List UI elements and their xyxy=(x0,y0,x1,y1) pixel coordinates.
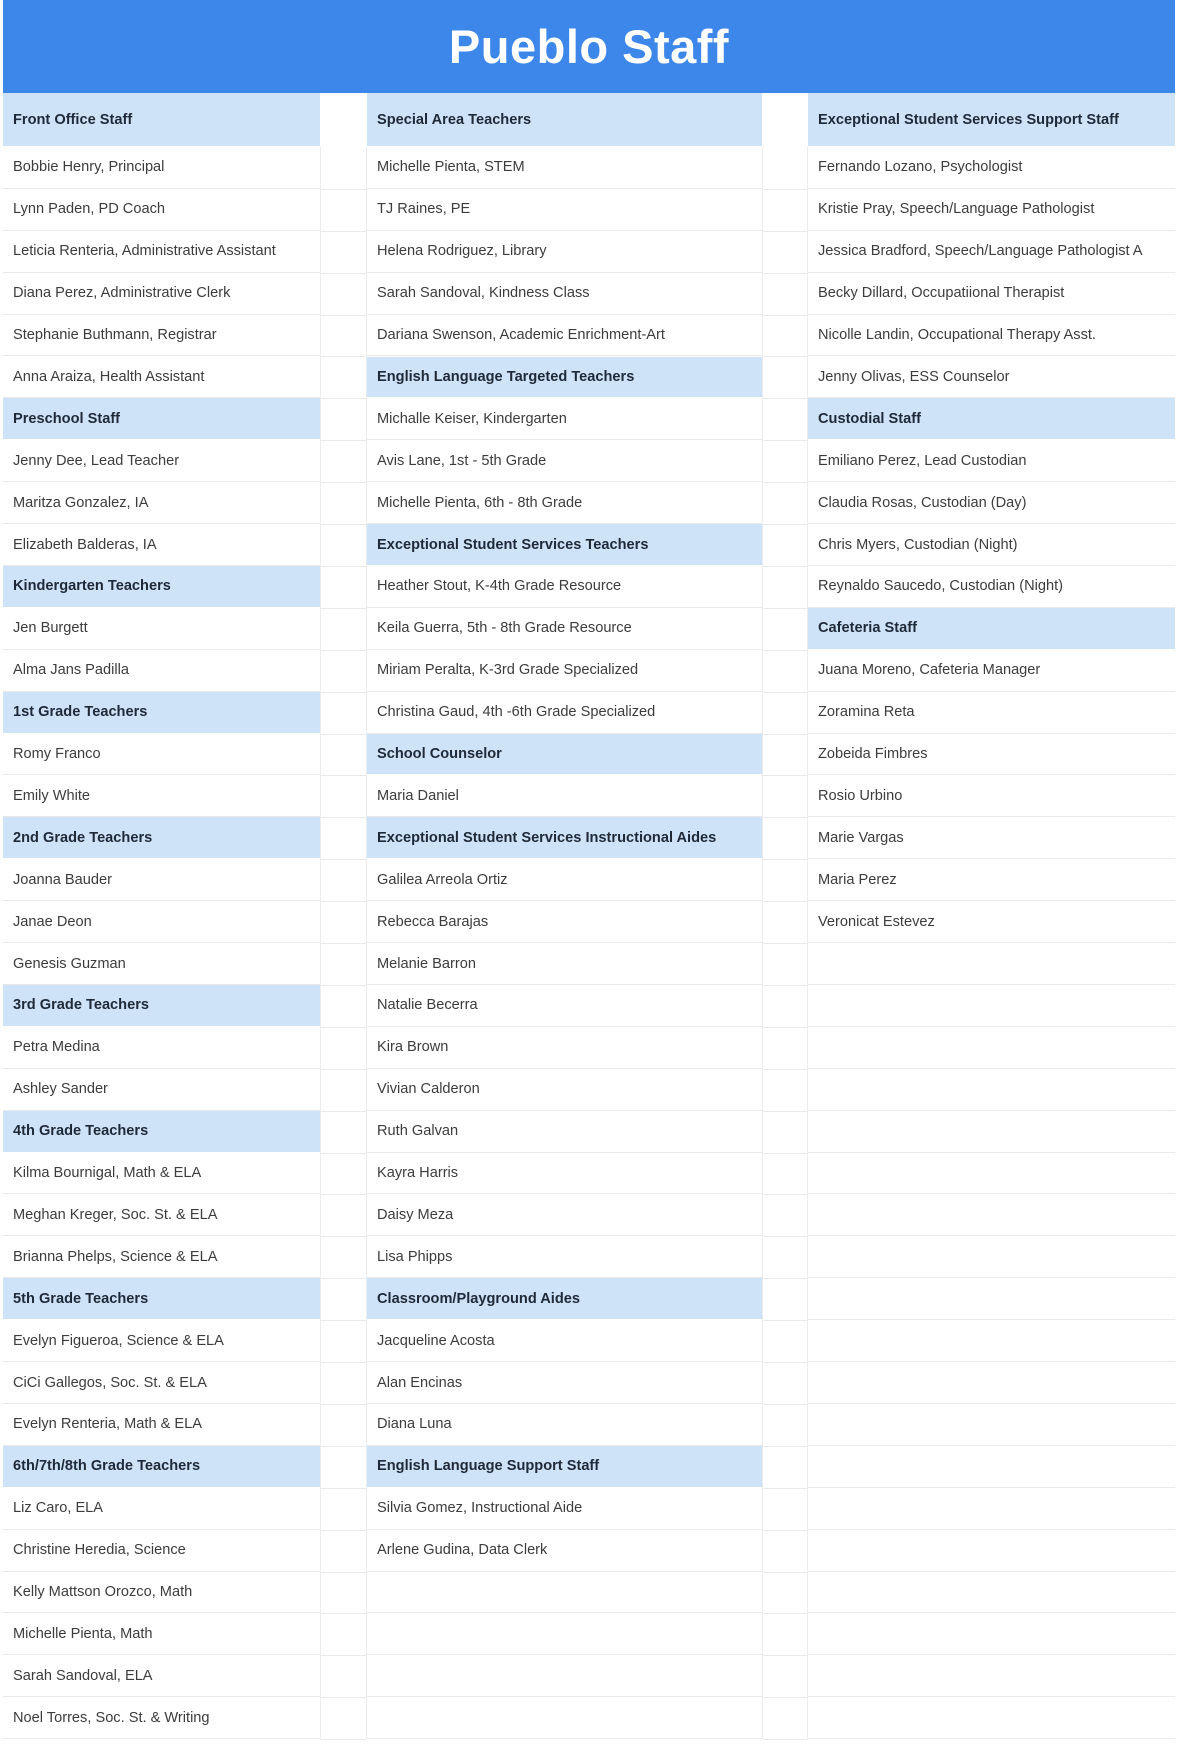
section-header: School Counselor xyxy=(367,734,762,776)
section-header: Exceptional Student Services Teachers xyxy=(367,524,762,566)
spacer-row xyxy=(321,482,366,525)
staff-row: Avis Lane, 1st - 5th Grade xyxy=(367,440,762,482)
staff-row: Maritza Gonzalez, IA xyxy=(3,482,320,524)
spacer-row xyxy=(321,315,366,358)
staff-row xyxy=(808,1362,1175,1404)
section-header: English Language Support Staff xyxy=(367,1446,762,1488)
staff-row: Becky Dillard, Occupatiional Therapist xyxy=(808,273,1175,315)
spacer-row xyxy=(321,1362,366,1405)
spacer-row xyxy=(321,1488,366,1531)
staff-row: Michelle Pienta, STEM xyxy=(367,147,762,189)
section-header: Cafeteria Staff xyxy=(808,608,1175,650)
staff-row xyxy=(808,1069,1175,1111)
staff-row: Alma Jans Padilla xyxy=(3,650,320,692)
staff-row: Chris Myers, Custodian (Night) xyxy=(808,524,1175,566)
staff-row: Miriam Peralta, K-3rd Grade Specialized xyxy=(367,650,762,692)
spacer-row xyxy=(321,1446,366,1489)
spacer-row xyxy=(321,1655,366,1698)
spacer-row xyxy=(763,1111,807,1154)
staff-row xyxy=(808,1153,1175,1195)
staff-row: Meghan Kreger, Soc. St. & ELA xyxy=(3,1195,320,1237)
staff-row: Kristie Pray, Speech/Language Pathologist xyxy=(808,189,1175,231)
staff-row: Michalle Keiser, Kindergarten xyxy=(367,398,762,440)
staff-row xyxy=(808,1111,1175,1153)
staff-row: TJ Raines, PE xyxy=(367,189,762,231)
section-header: Kindergarten Teachers xyxy=(3,566,320,608)
staff-row xyxy=(808,1572,1175,1614)
section-header: 2nd Grade Teachers xyxy=(3,817,320,859)
staff-row: Maria Perez xyxy=(808,859,1175,901)
spacer-row xyxy=(763,1572,807,1615)
staff-row: Genesis Guzman xyxy=(3,943,320,985)
staff-row: Galilea Arreola Ortiz xyxy=(367,859,762,901)
spacer-row xyxy=(321,608,366,651)
spacer-row xyxy=(763,1655,807,1698)
staff-row: Janae Deon xyxy=(3,901,320,943)
title-banner xyxy=(3,0,1175,93)
section-header: English Language Targeted Teachers xyxy=(367,357,762,399)
spacer-row xyxy=(321,357,366,400)
staff-row xyxy=(808,1404,1175,1446)
spacer-row xyxy=(763,189,807,232)
spacer-row xyxy=(321,566,366,609)
spacer-row xyxy=(321,1404,366,1447)
spacer-row xyxy=(763,1362,807,1405)
staff-row: Christina Gaud, 4th -6th Grade Specialized xyxy=(367,692,762,734)
staff-row: Anna Araiza, Health Assistant xyxy=(3,357,320,399)
spacer-row xyxy=(763,901,807,944)
staff-row: Brianna Phelps, Science & ELA xyxy=(3,1236,320,1278)
spacer-row xyxy=(763,1488,807,1531)
staff-row: Kayra Harris xyxy=(367,1153,762,1195)
spacer-row xyxy=(763,1027,807,1070)
staff-row: Jessica Bradford, Speech/Language Pathologist A xyxy=(808,231,1175,273)
spacer-row xyxy=(321,1530,366,1573)
staff-row: Ruth Galvan xyxy=(367,1111,762,1153)
staff-row: Jen Burgett xyxy=(3,608,320,650)
staff-row: Heather Stout, K-4th Grade Resource xyxy=(367,566,762,608)
staff-row: Stephanie Buthmann, Registrar xyxy=(3,315,320,357)
spacer-row xyxy=(321,776,366,819)
staff-row: Zobeida Fimbres xyxy=(808,734,1175,776)
spacer-row xyxy=(321,440,366,483)
spacer-row xyxy=(321,734,366,777)
staff-row: Elizabeth Balderas, IA xyxy=(3,524,320,566)
staff-row: Evelyn Renteria, Math & ELA xyxy=(3,1404,320,1446)
staff-row xyxy=(808,1530,1175,1572)
spacer-row xyxy=(763,315,807,358)
spacer-row xyxy=(321,650,366,693)
staff-row: Jenny Dee, Lead Teacher xyxy=(3,440,320,482)
staff-row: Sarah Sandoval, Kindness Class xyxy=(367,273,762,315)
staff-row: Dariana Swenson, Academic Enrichment-Art xyxy=(367,315,762,357)
spacer-row xyxy=(763,1236,807,1279)
staff-row: Reynaldo Saucedo, Custodian (Night) xyxy=(808,566,1175,608)
staff-row: Liz Caro, ELA xyxy=(3,1488,320,1530)
section-header: Exceptional Student Services Instructional Aides xyxy=(367,817,762,859)
spacer-row xyxy=(321,1069,366,1112)
staff-row xyxy=(808,1278,1175,1320)
staff-row: Kilma Bournigal, Math & ELA xyxy=(3,1153,320,1195)
staff-row xyxy=(367,1697,762,1739)
spacer-row xyxy=(763,482,807,525)
spacer-row xyxy=(321,1697,366,1740)
staff-row: Silvia Gomez, Instructional Aide xyxy=(367,1488,762,1530)
staff-row: Arlene Gudina, Data Clerk xyxy=(367,1530,762,1572)
staff-row: Joanna Bauder xyxy=(3,859,320,901)
spacer-row xyxy=(763,1404,807,1447)
staff-row: Emily White xyxy=(3,776,320,818)
staff-row: Lynn Paden, PD Coach xyxy=(3,189,320,231)
staff-row: Ashley Sander xyxy=(3,1069,320,1111)
spacer-row xyxy=(321,189,366,232)
spacer-row xyxy=(763,608,807,651)
spacer-row xyxy=(763,943,807,986)
staff-row: Petra Medina xyxy=(3,1027,320,1069)
spacer-row xyxy=(763,650,807,693)
staff-row: Natalie Becerra xyxy=(367,985,762,1027)
spacer-row xyxy=(763,692,807,735)
spacer-row xyxy=(321,1572,366,1615)
staff-row: Christine Heredia, Science xyxy=(3,1530,320,1572)
column-header: Exceptional Student Services Support Staff xyxy=(808,93,1175,147)
spacer-row xyxy=(321,817,366,860)
spacer-row xyxy=(763,1614,807,1657)
staff-row: Diana Luna xyxy=(367,1404,762,1446)
staff-row: Rebecca Barajas xyxy=(367,901,762,943)
page-title: Pueblo Staff xyxy=(448,20,730,73)
staff-row xyxy=(367,1614,762,1656)
spacer-row xyxy=(763,566,807,609)
spacer-row xyxy=(321,1278,366,1321)
spacer-row xyxy=(763,231,807,274)
staff-row: Romy Franco xyxy=(3,734,320,776)
spacer-row xyxy=(321,1195,366,1238)
staff-row: Vivian Calderon xyxy=(367,1069,762,1111)
staff-row xyxy=(808,1195,1175,1237)
staff-row: Jenny Olivas, ESS Counselor xyxy=(808,357,1175,399)
section-header: Custodial Staff xyxy=(808,398,1175,440)
staff-row: Michelle Pienta, Math xyxy=(3,1614,320,1656)
staff-row: Zoramina Reta xyxy=(808,692,1175,734)
section-header: 5th Grade Teachers xyxy=(3,1278,320,1320)
spacer-row xyxy=(321,901,366,944)
spacer-row xyxy=(321,524,366,567)
staff-row xyxy=(367,1572,762,1614)
spacer-row xyxy=(321,1153,366,1196)
staff-row: Noel Torres, Soc. St. & Writing xyxy=(3,1697,320,1739)
column-header: Front Office Staff xyxy=(3,93,320,147)
spacer-row xyxy=(763,524,807,567)
spacer-row xyxy=(763,985,807,1028)
staff-row: Bobbie Henry, Principal xyxy=(3,147,320,189)
staff-row: Diana Perez, Administrative Clerk xyxy=(3,273,320,315)
spacer-row xyxy=(763,1153,807,1196)
spacer-row xyxy=(321,692,366,735)
staff-row xyxy=(808,1488,1175,1530)
staff-row: Evelyn Figueroa, Science & ELA xyxy=(3,1320,320,1362)
staff-row: Helena Rodriguez, Library xyxy=(367,231,762,273)
staff-row: Marie Vargas xyxy=(808,817,1175,859)
staff-row xyxy=(808,1614,1175,1656)
staff-row: Kelly Mattson Orozco, Math xyxy=(3,1572,320,1614)
staff-row: Daisy Meza xyxy=(367,1195,762,1237)
spacer-row xyxy=(763,1195,807,1238)
staff-row xyxy=(808,943,1175,985)
staff-row: CiCi Gallegos, Soc. St. & ELA xyxy=(3,1362,320,1404)
column-spacer xyxy=(762,147,808,1739)
section-header: 3rd Grade Teachers xyxy=(3,985,320,1027)
spacer-row xyxy=(321,943,366,986)
staff-row xyxy=(808,1027,1175,1069)
spacer-row xyxy=(763,1069,807,1112)
spacer-row xyxy=(763,817,807,860)
staff-row: Kira Brown xyxy=(367,1027,762,1069)
spacer-row xyxy=(763,147,807,190)
staff-row: Keila Guerra, 5th - 8th Grade Resource xyxy=(367,608,762,650)
staff-row: Alan Encinas xyxy=(367,1362,762,1404)
spacer-row xyxy=(321,859,366,902)
spacer-row xyxy=(763,1446,807,1489)
spacer-row xyxy=(763,859,807,902)
spacer-row xyxy=(321,1320,366,1363)
staff-row xyxy=(808,1236,1175,1278)
spacer-row xyxy=(763,734,807,777)
spacer-row xyxy=(763,1530,807,1573)
staff-row: Fernando Lozano, Psychologist xyxy=(808,147,1175,189)
staff-row: Emiliano Perez, Lead Custodian xyxy=(808,440,1175,482)
spacer-row xyxy=(321,1111,366,1154)
staff-row: Michelle Pienta, 6th - 8th Grade xyxy=(367,482,762,524)
section-header: Classroom/Playground Aides xyxy=(367,1278,762,1320)
staff-row: Melanie Barron xyxy=(367,943,762,985)
section-header: 6th/7th/8th Grade Teachers xyxy=(3,1446,320,1488)
staff-row: Jacqueline Acosta xyxy=(367,1320,762,1362)
column-header: Special Area Teachers xyxy=(367,93,762,147)
spacer-row xyxy=(763,1320,807,1363)
staff-row: Leticia Renteria, Administrative Assistant xyxy=(3,231,320,273)
spacer-row xyxy=(321,147,366,190)
spacer-row xyxy=(321,985,366,1028)
spacer-row xyxy=(321,398,366,441)
staff-row xyxy=(367,1655,762,1697)
spacer-row xyxy=(763,776,807,819)
staff-row: Rosio Urbino xyxy=(808,776,1175,818)
spacer-row xyxy=(763,440,807,483)
staff-row xyxy=(808,1697,1175,1739)
spacer-row xyxy=(763,1697,807,1740)
staff-row: Veronicat Estevez xyxy=(808,901,1175,943)
staff-row: Claudia Rosas, Custodian (Day) xyxy=(808,482,1175,524)
staff-row xyxy=(808,1446,1175,1488)
column-spacer xyxy=(320,147,367,1739)
spacer-row xyxy=(763,398,807,441)
spacer-row xyxy=(763,273,807,316)
spacer-row xyxy=(321,1614,366,1657)
staff-row xyxy=(808,1320,1175,1362)
spacer-row xyxy=(763,357,807,400)
spacer-row xyxy=(321,231,366,274)
staff-row: Nicolle Landin, Occupational Therapy Asst. xyxy=(808,315,1175,357)
spacer-row xyxy=(321,1027,366,1070)
section-header: 4th Grade Teachers xyxy=(3,1111,320,1153)
staff-row: Juana Moreno, Cafeteria Manager xyxy=(808,650,1175,692)
section-header: 1st Grade Teachers xyxy=(3,692,320,734)
spacer-row xyxy=(763,1278,807,1321)
staff-row: Maria Daniel xyxy=(367,776,762,818)
staff-row: Sarah Sandoval, ELA xyxy=(3,1655,320,1697)
spacer-row xyxy=(321,1236,366,1279)
spacer-row xyxy=(321,273,366,316)
section-header: Preschool Staff xyxy=(3,398,320,440)
staff-row: Lisa Phipps xyxy=(367,1236,762,1278)
staff-row xyxy=(808,985,1175,1027)
staff-row xyxy=(808,1655,1175,1697)
